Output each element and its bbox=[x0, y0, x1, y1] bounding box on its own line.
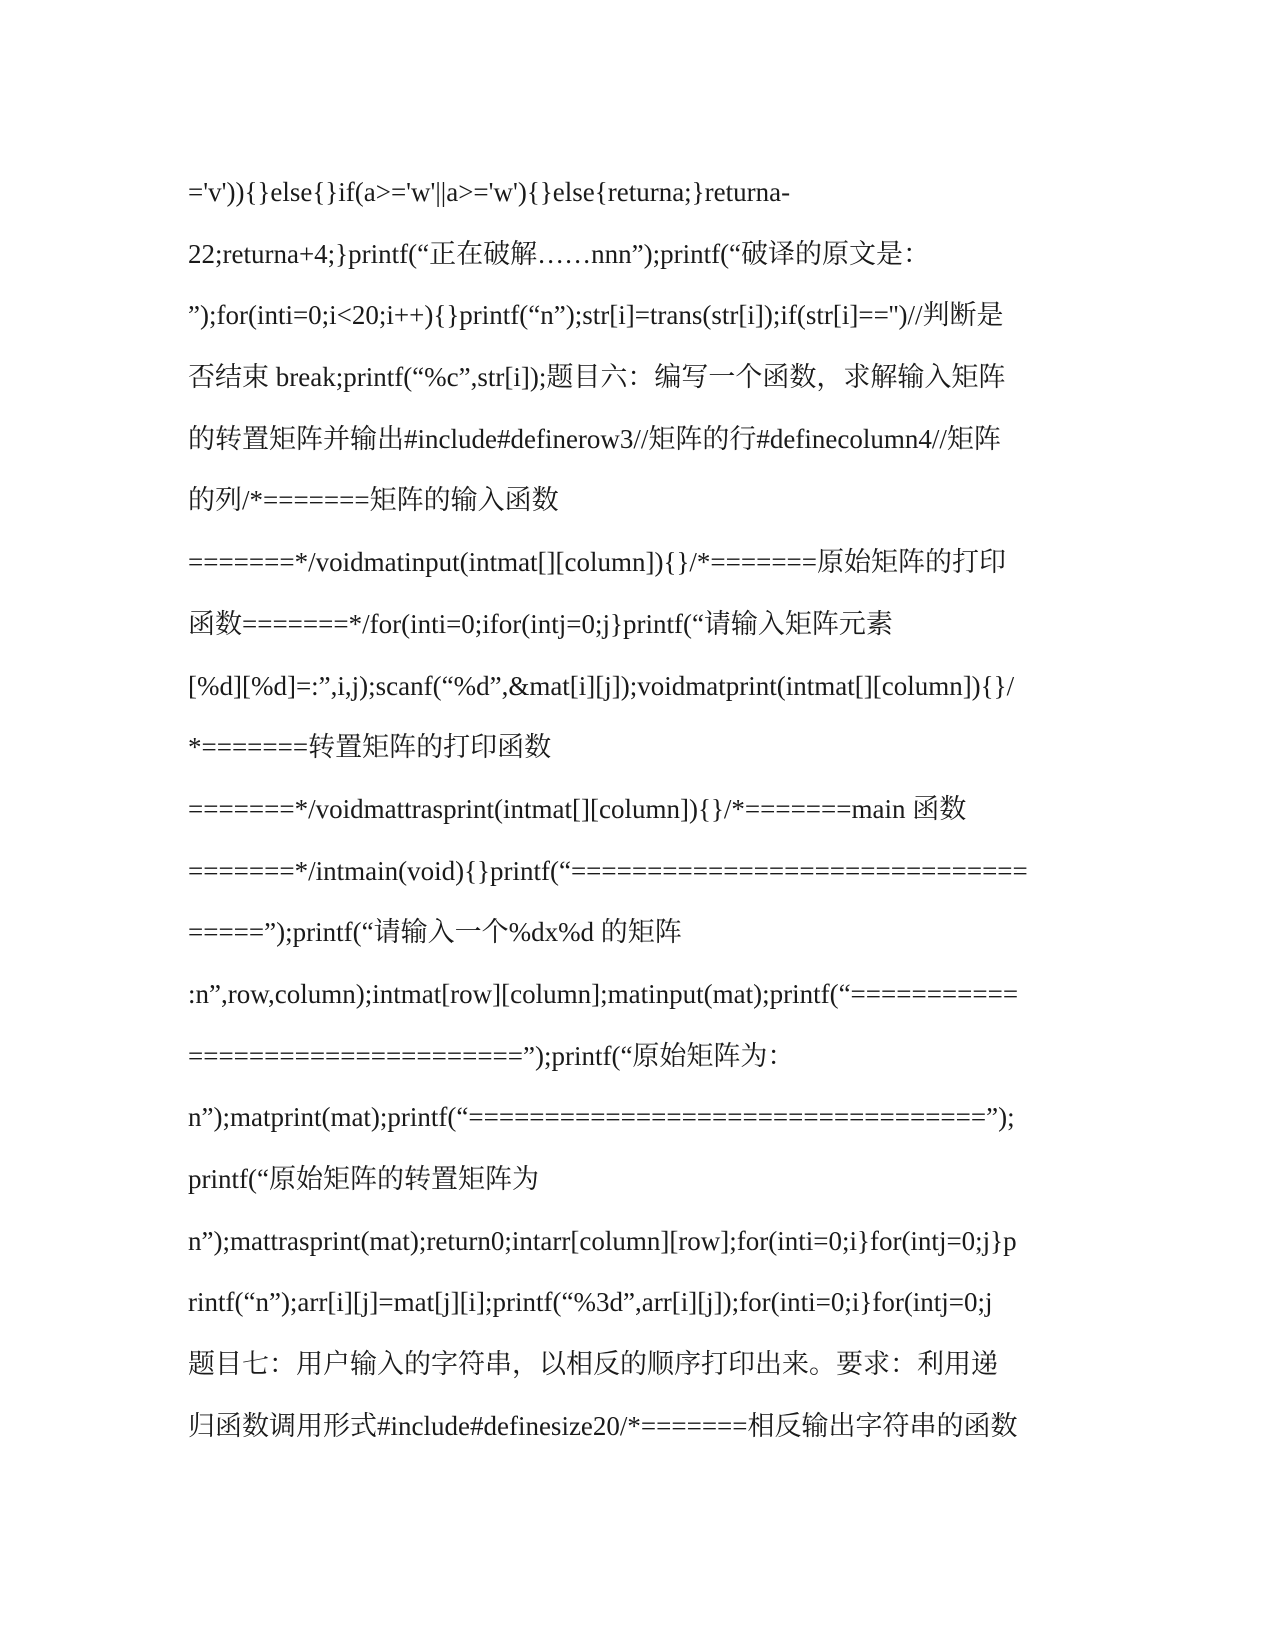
document-body bbox=[188, 162, 1088, 1457]
text-line: ”);for(inti=0;i<20;i++){}printf(“n”);str[i]=trans(str[i]);if(str[i]=='')//判断是 bbox=[188, 300, 1004, 331]
text-line: =======*/voidmatinput(intmat[][column]){}/*=======原始矩阵的打印 bbox=[188, 547, 1007, 578]
text-line: ======================”);printf(“原始矩阵为： bbox=[188, 1040, 795, 1071]
text-line: 的列/*=======矩阵的输入函数 bbox=[188, 485, 559, 516]
text-line: =======*/intmain(void){}printf(“============================== bbox=[188, 855, 1028, 886]
text-line: 否结束 break;printf(“%c”,str[i]);题目六：编写一个函数，求解输入矩阵 bbox=[188, 362, 1006, 393]
text-line: n”);matprint(mat);printf(“==================================”); bbox=[188, 1102, 1015, 1133]
text-line: n”);mattrasprint(mat);return0;intarr[column][row];for(inti=0;i}for(intj=0;j}p bbox=[188, 1225, 1017, 1256]
text-line: *=======转置矩阵的打印函数 bbox=[188, 732, 552, 763]
text-line: =====”);printf(“请输入一个%dx%d 的矩阵 bbox=[188, 917, 682, 948]
text-line: 题目七：用户输入的字符串，以相反的顺序打印出来。要求：利用递 bbox=[188, 1349, 998, 1380]
text-line: 22;returna+4;}printf(“正在破解……nnn”);printf(“破译的原文是： bbox=[188, 238, 931, 269]
text-line: rintf(“n”);arr[i][j]=mat[j][i];printf(“%3d”,arr[i][j]);for(inti=0;i}for(intj=0;j bbox=[188, 1287, 993, 1318]
text-line: ='v')){}else{}if(a>='w'||a>='w'){}else{returna;}returna- bbox=[188, 177, 791, 207]
text-line: :n”,row,column);intmat[row][column];matinput(mat);printf(“=========== bbox=[188, 978, 1019, 1009]
text-line: 函数=======*/for(inti=0;ifor(intj=0;j}printf(“请输入矩阵元素 bbox=[188, 608, 893, 639]
text-line: [%d][%d]=:”,i,j);scanf(“%d”,&mat[i][j]);voidmatprint(intmat[][column]){}/ bbox=[188, 670, 1015, 701]
text-line: 归函数调用形式#include#definesize20/*=======相反输出字符串的函数 bbox=[188, 1410, 1018, 1441]
text-line: printf(“原始矩阵的转置矩阵为 bbox=[188, 1164, 539, 1194]
text-line: =======*/voidmattrasprint(intmat[][column]){}/*=======main 函数 bbox=[188, 793, 967, 824]
text-line: 的转置矩阵并输出#include#definerow3//矩阵的行#definecolumn4//矩阵 bbox=[188, 423, 1001, 454]
